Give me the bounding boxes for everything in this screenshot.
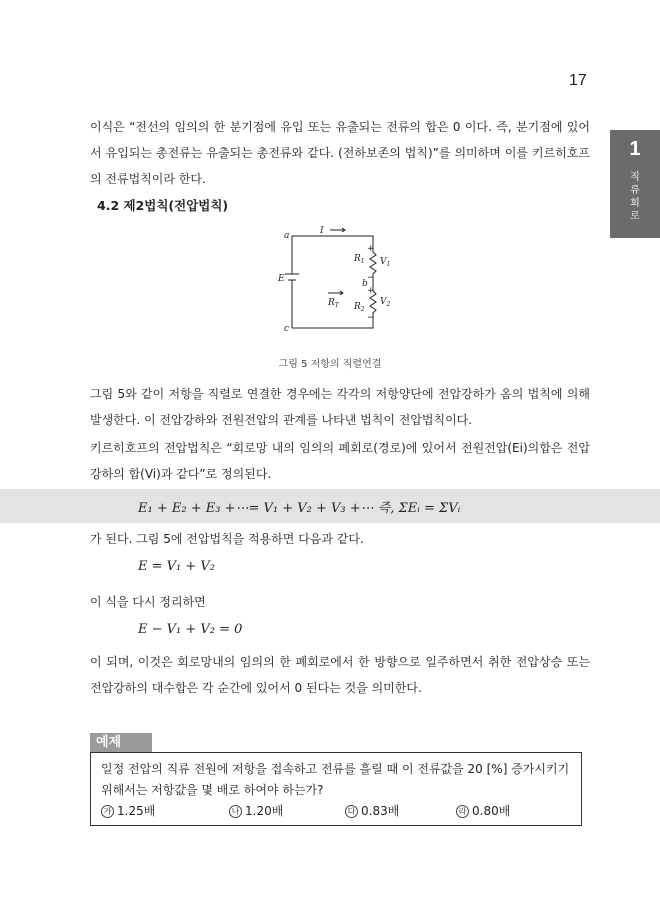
v1-subscript: 1	[386, 261, 391, 268]
equation-e-sum: E = V₁ + V₂	[138, 559, 216, 574]
v2-minus-sign: −	[367, 313, 375, 323]
node-a-label: a	[284, 231, 290, 241]
choice-2-text: 1.20배	[245, 804, 284, 818]
page-number: 17	[569, 72, 587, 89]
chapter-title: 직류회로	[630, 172, 640, 222]
r2-letter: R	[354, 302, 361, 312]
choice-1[interactable]	[101, 802, 155, 819]
v1-letter: V	[380, 257, 387, 267]
series-circuit-diagram	[270, 224, 400, 336]
example-question: 일정 전압의 직류 전원에 저항을 접속하고 전류를 흘릴 때 이 전류값을 20 [%] 증가시키기 위해서는 저항값을 몇 배로 하여야 하는가?	[101, 762, 570, 797]
r1-subscript: 1	[360, 258, 365, 265]
section-heading: 4.2 제2법칙(전압법칙)	[97, 198, 229, 213]
v1-label	[380, 257, 390, 268]
paragraph-conclusion: 이 되며, 이것은 회로망내의 임의의 한 폐회로에서 한 방향으로 일주하면서 취한 전압상승 또는 전압강하의 대수합은 각 순간에 있어서 0 된다는 것을 의미한다.	[90, 655, 590, 695]
node-c-label: c	[284, 324, 290, 334]
rt-letter: R	[328, 298, 335, 308]
v2-plus-sign: +	[367, 286, 375, 296]
r2-subscript: 2	[360, 306, 365, 313]
text-apply-law: 가 된다. 그림 5에 전압법칙을 적용하면 다음과 같다.	[90, 532, 364, 546]
v2-letter: V	[380, 297, 387, 307]
equation-e-zero: E − V₁ + V₂ = 0	[138, 622, 243, 637]
paragraph-current-law: 이식은 “전선의 임의의 한 분기점에 유입 또는 유출되는 전류의 합은 0 이다. 즉, 분기점에 있어서 유입되는 총전류는 유출되는 총전류와 같다. (전하보존의 법칙)”를 의미하며 이를 키르히호프의 전류법칙이라 한다.	[90, 120, 590, 186]
example-choices	[101, 802, 571, 822]
paragraph-voltage-drop: 그림 5와 같이 저항을 직렬로 연결한 경우에는 각각의 저항양단에 전압강하가 옴의 법칙에 의해 발생한다. 이 전압강하와 전원전압의 관계를 나타낸 법칙이 전압법칙이다.	[90, 387, 590, 427]
choice-4[interactable]	[456, 802, 510, 819]
choice-4-mark: 라	[456, 805, 469, 818]
paragraph-voltage-law: 키르히호프의 전압법칙은 “회로망 내의 임의의 폐회로(경로)에 있어서 전원전압(Ei)의합은 전압강하의 합(Vi)과 같다”로 정의된다.	[90, 441, 590, 481]
chapter-tab	[610, 130, 660, 238]
r2-label	[353, 302, 365, 313]
figure-caption: 그림 5 저항의 직렬연결	[278, 359, 382, 370]
chapter-number: 1	[629, 138, 641, 160]
r1-letter: R	[354, 254, 361, 264]
emf-label: E	[278, 274, 285, 284]
choice-2-mark: 나	[229, 805, 242, 818]
rt-subscript: T	[334, 302, 339, 309]
choice-1-mark: 가	[101, 805, 114, 818]
example-box	[90, 752, 582, 826]
circuit-wire-top	[292, 236, 373, 246]
v1-minus-sign: −	[367, 273, 375, 283]
current-label: I	[320, 226, 324, 236]
example-label: 예제	[90, 733, 152, 753]
choice-2[interactable]	[229, 802, 283, 819]
r1-label	[353, 254, 365, 265]
choice-1-text: 1.25배	[117, 804, 156, 818]
choice-4-text: 0.80배	[472, 804, 511, 818]
text-rearrange: 이 식을 다시 정리하면	[90, 595, 206, 609]
rt-label	[327, 298, 340, 309]
v2-label	[380, 297, 391, 308]
choice-3-text: 0.83배	[361, 804, 400, 818]
choice-3[interactable]	[345, 802, 399, 819]
node-b-label: b	[362, 279, 368, 289]
equation-kvl-general: E₁ + E₂ + E₃ +⋯= V₁ + V₂ + V₃ +⋯ 즉, ΣEᵢ = ΣVᵢ	[138, 501, 461, 516]
v1-plus-sign: +	[367, 244, 375, 254]
v2-subscript: 2	[386, 301, 391, 308]
choice-3-mark: 다	[345, 805, 358, 818]
